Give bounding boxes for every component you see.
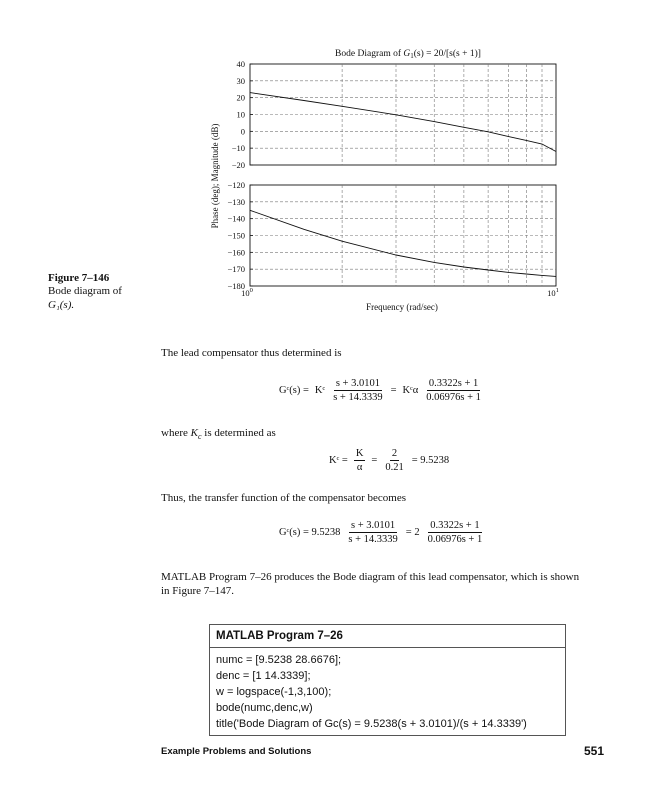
code-line: title('Bode Diagram of Gc(s) = 9.5238(s + 3.0101)/(s + 14.3339') xyxy=(216,718,527,730)
phase-curve xyxy=(250,210,556,276)
eq3-denominator-1: s + 14.3339 xyxy=(348,534,398,545)
mag-curve xyxy=(250,93,556,152)
phase-ytick-label: −160 xyxy=(227,247,245,258)
eq1-denominator-1: s + 14.3339 xyxy=(333,392,383,403)
magnitude-plot xyxy=(232,59,556,170)
eq2-denominator-2: 0.21 xyxy=(385,462,404,473)
phase-plot xyxy=(227,180,558,298)
caption-line-1: Bode diagram of xyxy=(48,285,122,297)
eq1-lhs: Gᶜ(s) = xyxy=(279,385,309,396)
mag-ytick-label: 0 xyxy=(240,126,245,137)
eq3-denominator-2: 0.06976s + 1 xyxy=(427,534,483,545)
eq2-numerator-1: K xyxy=(355,448,364,459)
eq2-fraction-1 xyxy=(354,448,366,473)
code-body xyxy=(210,648,565,732)
eq2-result: = 9.5238 xyxy=(411,455,450,466)
matlab-code-box xyxy=(209,624,566,736)
caption-line-2: G₁(s). xyxy=(48,299,75,311)
equation-gc-kc xyxy=(276,378,486,403)
eq2-lhs: Kᶜ = xyxy=(329,455,348,466)
eq3-fraction-2 xyxy=(426,520,485,545)
phase-ytick-label: −150 xyxy=(227,230,245,241)
page-number: 551 xyxy=(584,744,605,758)
caption-title: Figure 7–146 xyxy=(48,272,110,284)
figure-title: Bode Diagram of $G_1(s) = 20/[s(s + 1)]$ xyxy=(335,49,481,60)
code-line: denc = [1 14.3339]; xyxy=(216,670,311,682)
x-tick-label: $10^1$ xyxy=(547,287,559,298)
eq3-numerator-2: 0.3322s + 1 xyxy=(430,520,480,531)
paragraph-lead-compensator: The lead compensator thus determined is xyxy=(161,347,342,359)
p2-var: K xyxy=(190,427,198,439)
code-box-title: MATLAB Program 7–26 xyxy=(210,625,565,648)
mag-ytick-label: 40 xyxy=(236,59,245,69)
phase-ytick-label: −170 xyxy=(227,264,245,275)
paragraph-transfer-function: Thus, the transfer function of the compensator becomes xyxy=(161,492,406,504)
eq2-equals: = xyxy=(371,455,378,466)
p4-line-2: in Figure 7–147. xyxy=(161,585,235,597)
eq3-numerator-1: s + 3.0101 xyxy=(351,520,396,531)
eq1-numerator-1: s + 3.0101 xyxy=(335,378,380,389)
paragraph-kc-determined xyxy=(161,426,276,444)
mag-ytick-label: −20 xyxy=(231,160,245,170)
eq1-numerator-2: 0.3322s + 1 xyxy=(428,378,479,389)
code-line: w = logspace(-1,3,100); xyxy=(216,686,332,698)
mag-ytick-label: −10 xyxy=(231,143,245,154)
phase-ytick-label: −130 xyxy=(227,196,245,207)
equation-gc-final xyxy=(276,520,487,545)
code-line: numc = [9.5238 28.6676]; xyxy=(216,654,342,666)
mag-ytick-label: 10 xyxy=(236,109,245,120)
x-axis-label: Frequency (rad/sec) xyxy=(366,302,438,312)
eq2-fraction-2 xyxy=(383,448,405,473)
eq1-kc: Kᶜ xyxy=(314,385,326,396)
phase-ytick-label: −180 xyxy=(227,281,245,291)
mag-ytick-label: 30 xyxy=(236,75,245,86)
mag-ytick-label: 20 xyxy=(236,92,245,103)
p2-post: is determined as xyxy=(201,427,276,439)
p2-sub: c xyxy=(197,432,202,442)
eq1-equals: = xyxy=(390,385,397,396)
y-axis-label: Phase (deg); Magnitude (dB) xyxy=(210,123,220,229)
eq1-fraction-1 xyxy=(331,378,384,403)
footer-section-title: Example Problems and Solutions xyxy=(161,746,312,757)
eq1-denominator-2: 0.06976s + 1 xyxy=(426,392,481,403)
code-line: bode(numc,denc,w) xyxy=(216,702,313,714)
p4-line-1: MATLAB Program 7–26 produces the Bode diagram of this lead compensator, which is shown xyxy=(161,571,580,583)
paragraph-matlab-program xyxy=(161,570,579,598)
figure-caption xyxy=(48,272,122,312)
eq3-fraction-1 xyxy=(346,520,399,545)
p2-pre: where xyxy=(161,427,191,439)
eq2-numerator-2: 2 xyxy=(391,448,398,459)
phase-ytick-label: −140 xyxy=(227,213,245,224)
eq3-lhs: Gᶜ(s) = 9.5238 xyxy=(279,527,341,538)
eq3-equals: = 2 xyxy=(405,527,420,538)
eq1-kc-alpha: Kᶜα xyxy=(402,385,419,396)
x-tick-label: $10^0$ xyxy=(241,287,253,298)
eq1-fraction-2 xyxy=(424,378,483,403)
equation-kc-value xyxy=(326,448,452,473)
eq2-denominator-1: α xyxy=(356,462,363,473)
phase-ytick-label: −120 xyxy=(227,180,245,190)
